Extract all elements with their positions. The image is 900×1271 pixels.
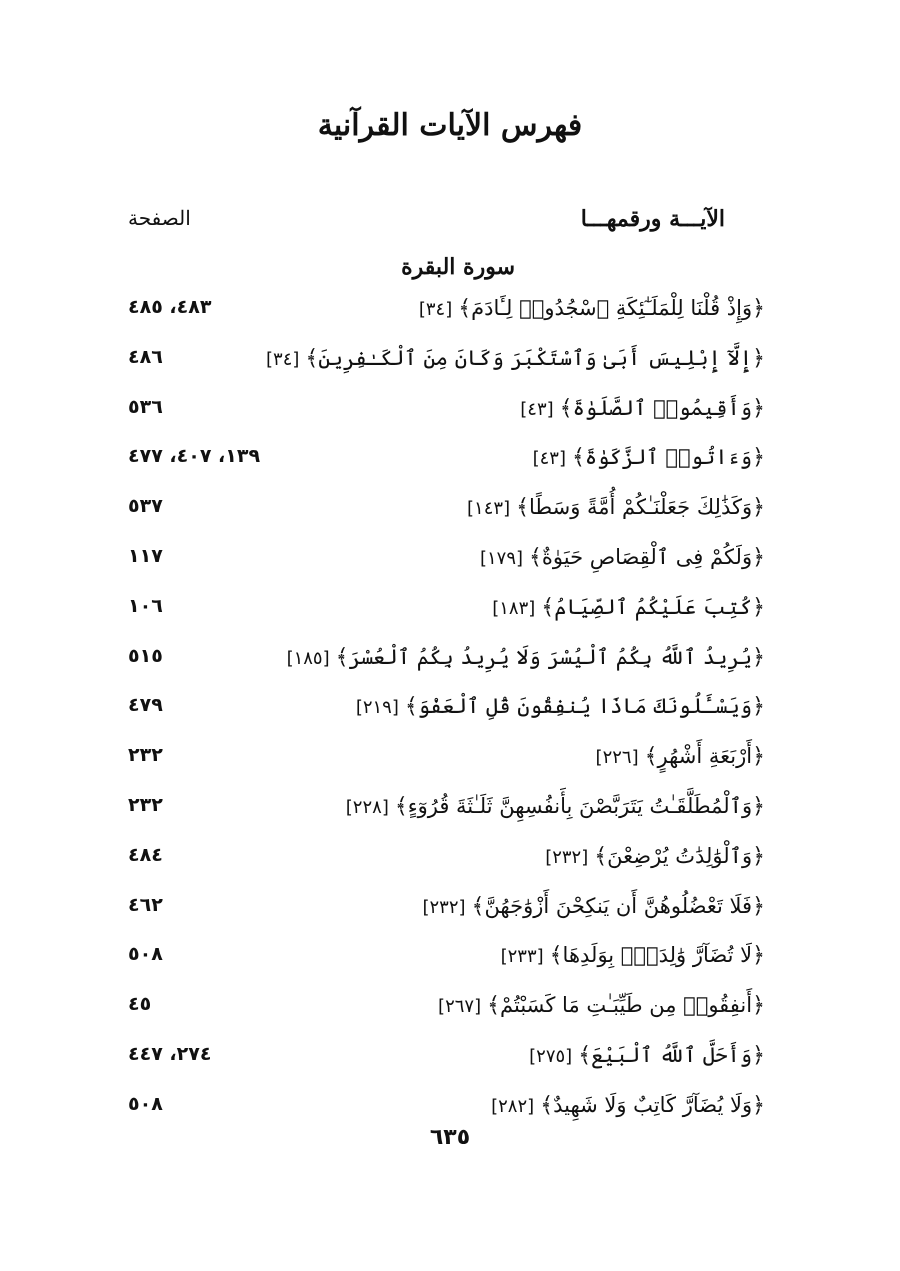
verse-words: وَءَاتُوا۟ ٱلزَّكَوٰةَ — [584, 445, 753, 470]
page-numbers: ١٠٦ — [128, 594, 163, 617]
index-row — [0, 342, 900, 392]
verse-text — [356, 694, 765, 719]
verse-text — [266, 346, 765, 371]
verse-words: وَأَحَلَّ ٱللَّهُ ٱلْبَيْعَ — [591, 1042, 753, 1067]
verse-text — [346, 794, 765, 819]
page-numbers: ٤٨٤ — [128, 843, 163, 866]
verse-words: وَكَذَٰلِكَ جَعَلْنَـٰكُمْ أُمَّةً وَسَطًا — [528, 495, 753, 520]
bracket-close: ﴾ — [540, 1092, 554, 1118]
verse-words: وَلَكُمْ فِى ٱلْقِصَاصِ حَيَوٰةٌ — [541, 544, 753, 569]
verse-number: [٤٣] — [520, 398, 554, 420]
index-row — [0, 441, 900, 491]
index-row — [0, 939, 900, 989]
verse-words: إِلَّآ إِبْلِيسَ أَبَىٰ وَٱسْتَكْبَرَ وَكَانَ مِنَ ٱلْكَـٰفِرِينَ — [318, 345, 753, 370]
index-row — [0, 641, 900, 691]
bracket-close: ﴾ — [487, 993, 500, 1019]
page-numbers: ٤٧٩ — [128, 694, 163, 717]
index-row — [0, 740, 900, 790]
verse-text — [422, 894, 765, 919]
bracket-close: ﴾ — [549, 943, 563, 969]
verse-text — [533, 445, 765, 470]
verse-text — [480, 545, 765, 570]
bracket-close: ﴾ — [541, 594, 555, 620]
verse-number: [١٨٣] — [492, 597, 536, 619]
bracket-open: ﴿ — [752, 544, 765, 570]
index-row — [0, 591, 900, 641]
verse-text — [529, 1043, 765, 1068]
verse-text — [491, 1093, 765, 1118]
verse-words: يُرِيدُ ٱللَّهُ بِكُمُ ٱلْيُسْرَ وَلَا يُرِيدُ بِكُمُ ٱلْعُسْرَ — [348, 644, 753, 669]
verse-text — [545, 844, 765, 869]
bracket-open: ﴿ — [752, 1042, 765, 1068]
page-numbers: ٢٧٤، ٤٤٧ — [128, 1042, 212, 1065]
verse-number: [١٤٣] — [467, 498, 511, 520]
bracket-close: ﴾ — [644, 744, 658, 770]
verse-number: [٢٦٧] — [438, 996, 482, 1018]
surah-heading: سورة البقرة — [401, 254, 515, 280]
verse-number: [٣٤] — [266, 348, 300, 370]
page-numbers: ٢٣٢ — [128, 793, 163, 816]
index-row — [0, 840, 900, 890]
verse-number: [٣٤] — [418, 299, 453, 320]
verse-number: [١٨٥] — [286, 647, 330, 669]
bracket-close: ﴾ — [594, 843, 608, 869]
verse-number: [٢٧٥] — [529, 1045, 573, 1067]
verse-words: وَيَسْـَٔلُونَكَ مَاذَا يُنفِقُونَ قُلِ ٱلْعَفْوَ — [417, 694, 753, 719]
verse-number: [٢١٩] — [355, 697, 399, 719]
index-row — [0, 790, 900, 840]
verse-text — [419, 296, 765, 321]
verse-number: [١٧٩] — [479, 547, 524, 569]
page-numbers: ٢٣٢ — [128, 744, 163, 767]
verse-text — [492, 595, 765, 620]
page-numbers: ١٣٩، ٤٠٧، ٤٧٧ — [128, 445, 261, 468]
bracket-open: ﴿ — [752, 694, 765, 720]
page-numbers: ٥٣٦ — [128, 395, 163, 418]
verse-words: وَلَا يُضَآرَّ كَاتِبٌ وَلَا شَهِيدٌ — [553, 1092, 753, 1117]
bracket-close: ﴾ — [305, 345, 319, 371]
verse-number: [٢٣٢] — [422, 896, 466, 918]
index-row — [0, 690, 900, 740]
bracket-open: ﴿ — [752, 345, 765, 371]
verse-words: وَٱلْمُطَلَّقَـٰتُ يَتَرَبَّصْنَ بِأَنفُسِهِنَّ ثَلَـٰثَةَ قُرُوٓءٍ — [407, 793, 753, 818]
index-row — [0, 292, 900, 342]
bracket-close: ﴾ — [559, 395, 573, 421]
verse-number: [٢٢٨] — [345, 796, 389, 818]
verse-words: لَا تُضَآرَّ وَٰلِدَةٌۢ بِوَلَدِهَا — [562, 943, 753, 968]
verse-words: وَإِذْ قُلْنَا لِلْمَلَـٰٓئِكَةِ ٱسْجُدُوا۟ لِـَٔادَمَ — [471, 296, 753, 320]
index-row — [0, 392, 900, 442]
bracket-open: ﴿ — [752, 594, 765, 620]
bracket-open: ﴿ — [752, 993, 765, 1019]
verse-words: وَٱلْوَٰلِدَٰتُ يُرْضِعْنَ — [607, 843, 753, 868]
bracket-open: ﴿ — [752, 296, 765, 321]
bracket-close: ﴾ — [471, 893, 485, 919]
verse-text — [501, 943, 765, 968]
verse-text — [520, 396, 765, 421]
ayah-column-header: الآيـــة ورقمهـــا — [580, 206, 725, 232]
bracket-close: ﴾ — [458, 296, 472, 321]
bracket-close: ﴾ — [529, 544, 542, 570]
page-column-header: الصفحة — [128, 206, 191, 230]
verse-words: أَنفِقُوا۟ مِن طَيِّبَـٰتِ مَا كَسَبْتُمْ — [500, 993, 753, 1018]
page-numbers: ٤٦٢ — [128, 893, 163, 916]
bracket-open: ﴿ — [752, 744, 765, 770]
bracket-close: ﴾ — [394, 793, 408, 819]
verse-number: [٤٣] — [532, 448, 566, 470]
bracket-open: ﴿ — [752, 793, 765, 819]
bracket-close: ﴾ — [516, 495, 529, 521]
verse-number: [٢٣٢] — [545, 846, 589, 868]
index-row — [0, 989, 900, 1039]
page-numbers: ٤٥ — [128, 993, 152, 1016]
verse-text — [596, 744, 765, 769]
verse-number: [٢٣٣] — [500, 946, 544, 968]
bracket-close: ﴾ — [404, 694, 418, 720]
index-row — [0, 1039, 900, 1089]
verse-words: وَأَقِيمُوا۟ ٱلصَّلَوٰةَ — [572, 395, 753, 420]
bracket-open: ﴿ — [752, 943, 765, 969]
index-row — [0, 541, 900, 591]
page-numbers: ٤٨٦ — [128, 345, 163, 368]
page-numbers: ٥١٥ — [128, 644, 163, 667]
page-numbers: ١١٧ — [128, 544, 163, 567]
page-numbers: ٥٣٧ — [128, 495, 163, 518]
verse-number: [٢٢٦] — [595, 747, 639, 769]
bracket-open: ﴿ — [752, 495, 765, 521]
verse-words: كُتِبَ عَلَيْكُمُ ٱلصِّيَامُ — [554, 594, 753, 619]
page-title: فهرس الآيات القرآنية — [317, 108, 583, 143]
bracket-open: ﴿ — [752, 445, 765, 471]
verse-number: [٢٨٢] — [491, 1095, 535, 1117]
bracket-close: ﴾ — [335, 644, 349, 670]
bracket-open: ﴿ — [752, 644, 765, 670]
verse-words: فَلَا تَعْضُلُوهُنَّ أَن يَنكِحْنَ أَزْوَٰجَهُنَّ — [484, 893, 753, 918]
verse-text — [287, 645, 765, 670]
page-numbers: ٥٠٨ — [128, 943, 163, 966]
bracket-close: ﴾ — [571, 445, 585, 471]
index-row — [0, 491, 900, 541]
bracket-open: ﴿ — [752, 1092, 765, 1118]
verse-text — [438, 993, 765, 1018]
verse-text — [467, 495, 765, 520]
verse-words: أَرْبَعَةِ أَشْهُرٍ — [657, 744, 753, 769]
page-number: ٦٣٥ — [429, 1125, 471, 1150]
index-entries — [0, 292, 900, 1139]
bracket-close: ﴾ — [578, 1042, 592, 1068]
page-numbers: ٥٠٨ — [128, 1092, 163, 1115]
bracket-open: ﴿ — [752, 843, 765, 869]
index-row — [0, 890, 900, 940]
bracket-open: ﴿ — [752, 395, 765, 421]
bracket-open: ﴿ — [752, 893, 765, 919]
page-numbers: ٤٨٣، ٤٨٥ — [128, 296, 212, 318]
